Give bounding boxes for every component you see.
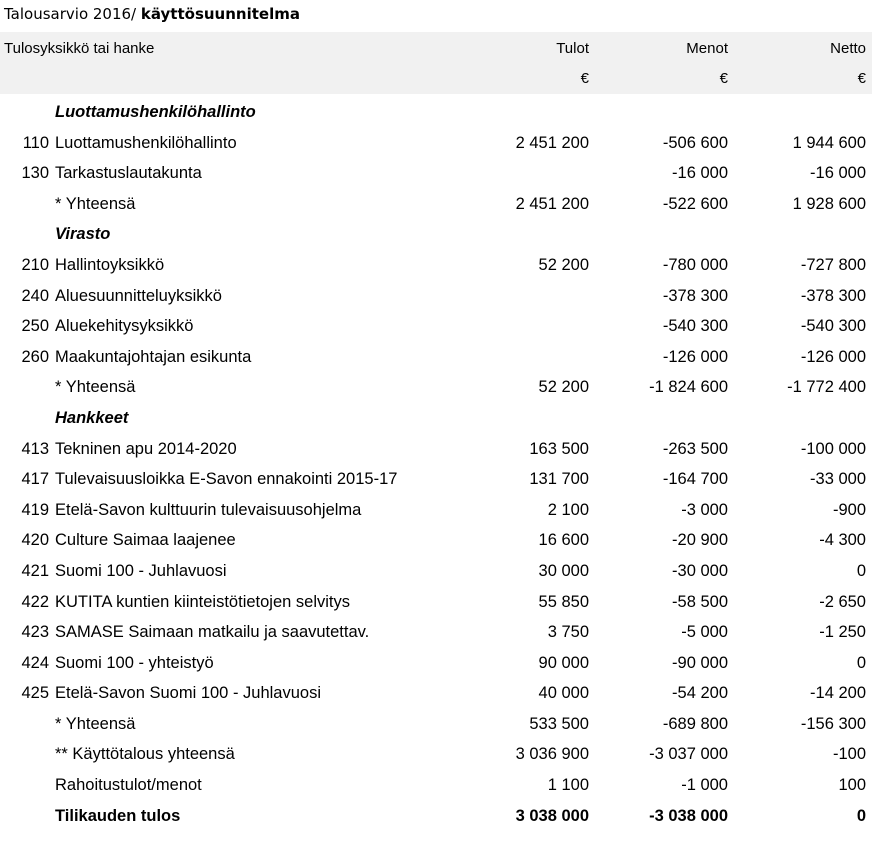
row-menot: -20 900 xyxy=(672,531,728,550)
row-name: Rahoitustulot/menot xyxy=(55,776,202,795)
row-code: 250 xyxy=(21,317,49,336)
table-row xyxy=(0,250,872,281)
table-row xyxy=(0,587,872,618)
row-code: 413 xyxy=(21,439,49,458)
row-name: Maakuntajohtajan esikunta xyxy=(55,347,252,366)
row-tulot: 40 000 xyxy=(538,684,589,703)
row-name: SAMASE Saimaan matkailu ja saavutettav. xyxy=(55,623,370,642)
row-netto: -900 xyxy=(832,500,866,519)
header-menot: Menot xyxy=(686,40,728,57)
row-code: 240 xyxy=(21,286,49,305)
row-menot: -506 600 xyxy=(662,133,728,152)
row-code: 422 xyxy=(21,592,49,611)
row-name: Tulevaisuusloikka E-Savon ennakointi 2015-17 xyxy=(55,470,398,489)
row-menot: -780 000 xyxy=(662,255,728,274)
row-menot: -164 700 xyxy=(662,470,728,489)
row-menot: -30 000 xyxy=(672,561,728,580)
row-netto: -2 650 xyxy=(819,592,866,611)
row-name: Luottamushenkilöhallinto xyxy=(55,133,237,152)
row-name: Luottamushenkilöhallinto xyxy=(55,103,256,121)
row-name: Etelä-Savon Suomi 100 - Juhlavuosi xyxy=(55,684,321,703)
row-name: * Yhteensä xyxy=(55,194,136,213)
table-row xyxy=(0,556,872,587)
row-menot: -16 000 xyxy=(672,164,728,183)
row-tulot: 2 451 200 xyxy=(515,133,589,152)
row-code: 110 xyxy=(22,133,49,152)
header-menot-currency: € xyxy=(719,70,728,87)
table-row xyxy=(0,158,872,189)
row-tulot: 2 100 xyxy=(547,500,589,519)
row-menot: -689 800 xyxy=(662,714,728,733)
row-name: Aluekehitysyksikkö xyxy=(55,317,194,336)
row-netto: -33 000 xyxy=(810,470,866,489)
row-tulot: 3 036 900 xyxy=(515,745,589,764)
row-netto: 1 928 600 xyxy=(792,194,866,213)
table-row xyxy=(0,678,872,709)
table-row xyxy=(0,709,872,740)
table-row xyxy=(0,525,872,556)
row-name: KUTITA kuntien kiinteistötietojen selvitys xyxy=(55,592,350,611)
table-row xyxy=(0,434,872,465)
row-tulot: 163 500 xyxy=(529,439,589,458)
table-header xyxy=(0,32,872,94)
row-code: 210 xyxy=(21,255,49,274)
header-netto-currency: € xyxy=(857,70,866,87)
row-netto: -4 300 xyxy=(819,531,866,550)
table-row xyxy=(0,464,872,495)
row-tulot: 3 038 000 xyxy=(515,806,589,825)
row-menot: -3 000 xyxy=(681,500,728,519)
row-menot: -1 000 xyxy=(681,776,728,795)
row-tulot: 3 750 xyxy=(547,623,589,642)
header-tulot: Tulot xyxy=(556,40,589,57)
row-code: 130 xyxy=(21,164,49,183)
row-tulot: 30 000 xyxy=(538,561,589,580)
row-menot: -3 038 000 xyxy=(649,806,728,825)
row-menot: -263 500 xyxy=(662,439,728,458)
title-prefix: Talousarvio 2016/ xyxy=(4,5,141,23)
row-name: Suomi 100 - yhteistyö xyxy=(55,653,214,672)
row-name: Etelä-Savon kulttuurin tulevaisuusohjelma xyxy=(55,500,362,519)
row-code: 421 xyxy=(21,561,49,580)
row-netto: -540 300 xyxy=(800,317,866,336)
row-menot: -1 824 600 xyxy=(649,378,728,397)
table-row xyxy=(0,739,872,770)
row-code: 417 xyxy=(21,470,49,489)
table-row xyxy=(0,372,872,403)
table-row xyxy=(0,189,872,220)
table-row xyxy=(0,128,872,159)
row-menot: -540 300 xyxy=(662,317,728,336)
header-tulot-currency: € xyxy=(580,70,589,87)
row-menot: -90 000 xyxy=(672,653,728,672)
table-row xyxy=(0,281,872,312)
row-netto: -378 300 xyxy=(800,286,866,305)
section-header-row xyxy=(0,219,872,250)
row-netto: 0 xyxy=(856,653,866,672)
row-name: Hankkeet xyxy=(55,408,129,427)
section-header-row xyxy=(0,403,872,434)
row-tulot: 16 600 xyxy=(538,531,589,550)
row-menot: -378 300 xyxy=(662,286,728,305)
row-name: Aluesuunnitteluyksikkö xyxy=(55,286,222,305)
row-netto: -100 xyxy=(832,745,866,764)
row-menot: -5 000 xyxy=(681,623,728,642)
row-name: Culture Saimaa laajenee xyxy=(55,531,236,550)
row-tulot: 52 200 xyxy=(538,255,589,274)
row-netto: -16 000 xyxy=(810,164,866,183)
table-row xyxy=(0,495,872,526)
row-menot: -522 600 xyxy=(662,194,728,213)
row-tulot: 1 100 xyxy=(547,776,589,795)
row-name: Virasto xyxy=(55,225,111,244)
row-netto: -1 250 xyxy=(819,623,866,642)
row-code: 425 xyxy=(21,684,49,703)
row-netto: 100 xyxy=(838,776,866,795)
row-tulot: 90 000 xyxy=(538,653,589,672)
row-name: Tekninen apu 2014-2020 xyxy=(55,439,237,458)
row-netto: 0 xyxy=(856,806,866,825)
header-netto: Netto xyxy=(830,40,866,57)
row-name: Hallintoyksikkö xyxy=(55,255,165,274)
table-row xyxy=(0,770,872,801)
row-name: ** Käyttötalous yhteensä xyxy=(55,745,235,764)
row-tulot: 55 850 xyxy=(538,592,589,611)
table-row xyxy=(0,311,872,342)
row-netto: -126 000 xyxy=(800,347,866,366)
table-body xyxy=(0,97,872,831)
total-row xyxy=(0,801,872,832)
row-netto: -156 300 xyxy=(800,714,866,733)
row-name: Tarkastuslautakunta xyxy=(55,164,202,183)
row-menot: -58 500 xyxy=(672,592,728,611)
row-name: * Yhteensä xyxy=(55,714,136,733)
row-netto: -727 800 xyxy=(800,255,866,274)
row-netto: -14 200 xyxy=(810,684,866,703)
row-netto: -100 000 xyxy=(800,439,866,458)
row-code: 419 xyxy=(21,500,49,519)
row-menot: -3 037 000 xyxy=(649,745,728,764)
header-unit-label: Tulosyksikkö tai hanke xyxy=(4,40,155,57)
row-code: 260 xyxy=(21,347,49,366)
row-tulot: 533 500 xyxy=(529,714,589,733)
title-bold: käyttösuunnitelma xyxy=(140,5,300,23)
row-menot: -54 200 xyxy=(672,684,728,703)
row-code: 424 xyxy=(21,653,49,672)
row-tulot: 52 200 xyxy=(538,378,589,397)
row-netto: 1 944 600 xyxy=(792,133,866,152)
row-netto: 0 xyxy=(856,561,866,580)
row-netto: -1 772 400 xyxy=(787,378,866,397)
table-row xyxy=(0,342,872,373)
row-name: Tilikauden tulos xyxy=(55,806,181,825)
table-row xyxy=(0,648,872,679)
row-tulot: 2 451 200 xyxy=(515,194,589,213)
document-title xyxy=(4,5,300,23)
section-header-row xyxy=(0,97,872,128)
table-row xyxy=(0,617,872,648)
row-code: 420 xyxy=(21,531,49,550)
row-name: Suomi 100 - Juhlavuosi xyxy=(55,561,227,580)
row-menot: -126 000 xyxy=(662,347,728,366)
row-tulot: 131 700 xyxy=(529,470,589,489)
row-name: * Yhteensä xyxy=(55,378,136,397)
row-code: 423 xyxy=(21,623,49,642)
